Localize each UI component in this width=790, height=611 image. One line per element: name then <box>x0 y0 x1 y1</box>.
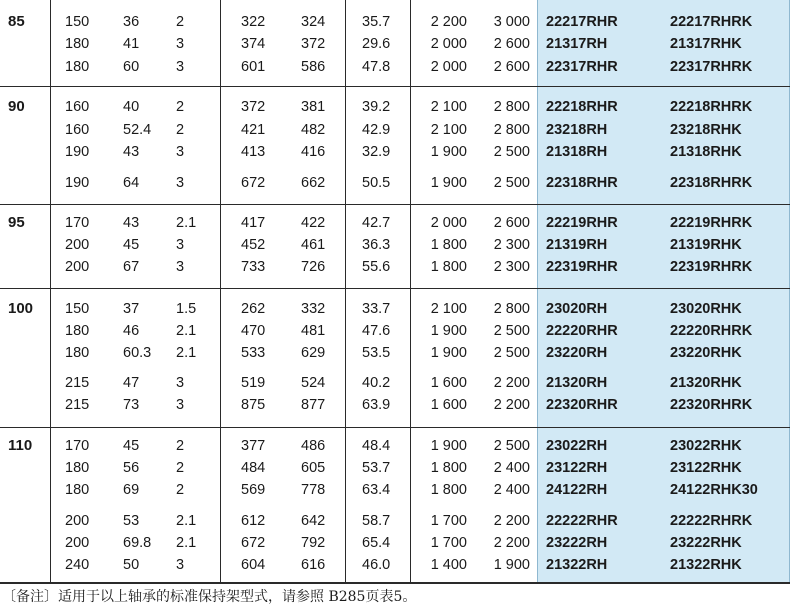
table-cell-B: 69.8 <box>123 535 152 551</box>
table-cell-taper: 21317RHK <box>670 36 742 52</box>
table-cell-taper: 22217RHRK <box>670 14 753 30</box>
table-cell-B: 36 <box>123 14 140 30</box>
table-cell-oil: 2 200 <box>493 397 530 413</box>
table-cell-r: 2 <box>176 122 185 138</box>
table-cell-D: 190 <box>65 175 90 191</box>
table-cell-D: 160 <box>65 99 90 115</box>
table-cell-grease: 1 900 <box>430 438 467 454</box>
table-cell-Cu: 39.2 <box>362 99 391 115</box>
table-cell-grease: 2 000 <box>430 59 467 75</box>
table-cell-oil: 2 500 <box>493 323 530 339</box>
table-cell-C0r: 586 <box>301 59 326 75</box>
table-cell-Cu: 47.8 <box>362 59 391 75</box>
table-cell-C0r: 662 <box>301 175 326 191</box>
designation-column-edge <box>537 288 538 427</box>
table-cell-D: 215 <box>65 375 90 391</box>
table-cell-Cu: 42.9 <box>362 122 391 138</box>
table-cell-grease: 2 100 <box>430 301 467 317</box>
table-cell-grease: 1 900 <box>430 144 467 160</box>
table-cell-Cu: 47.6 <box>362 323 391 339</box>
table-cell-cyl: 21322RH <box>546 557 608 573</box>
table-cell-grease: 2 100 <box>430 99 467 115</box>
table-cell-Cu: 36.3 <box>362 237 391 253</box>
table-cell-D: 180 <box>65 36 90 52</box>
table-cell-C0r: 372 <box>301 36 326 52</box>
table-cell-Cr: 733 <box>241 259 266 275</box>
table-cell-Cr: 322 <box>241 14 266 30</box>
table-cell-C0r: 616 <box>301 557 326 573</box>
table-cell-cyl: 22317RHR <box>546 59 618 75</box>
table-cell-Cr: 372 <box>241 99 266 115</box>
designation-column-edge <box>537 0 538 86</box>
table-cell-Cr: 262 <box>241 301 266 317</box>
table-cell-Cr: 569 <box>241 482 266 498</box>
group-divider <box>0 204 790 205</box>
table-cell-Cu: 33.7 <box>362 301 391 317</box>
table-cell-grease: 2 100 <box>430 122 467 138</box>
table-cell-taper: 22220RHRK <box>670 323 753 339</box>
table-cell-Cu: 46.0 <box>362 557 391 573</box>
table-cell-B: 52.4 <box>123 122 152 138</box>
table-cell-oil: 2 300 <box>493 237 530 253</box>
table-cell-D: 180 <box>65 323 90 339</box>
table-cell-r: 3 <box>176 237 185 253</box>
table-cell-Cr: 452 <box>241 237 266 253</box>
table-cell-Cr: 672 <box>241 175 266 191</box>
table-cell-r: 3 <box>176 36 185 52</box>
table-cell-oil: 2 400 <box>493 460 530 476</box>
table-cell-grease: 1 400 <box>430 557 467 573</box>
table-cell-C0r: 524 <box>301 375 326 391</box>
table-cell-taper: 22222RHRK <box>670 513 753 529</box>
table-cell-B: 43 <box>123 144 140 160</box>
table-cell-B: 73 <box>123 397 140 413</box>
bore-diameter: 100 <box>8 300 34 317</box>
table-cell-C0r: 416 <box>301 144 326 160</box>
table-cell-r: 2.1 <box>176 513 197 529</box>
table-cell-grease: 1 800 <box>430 259 467 275</box>
table-cell-oil: 2 200 <box>493 375 530 391</box>
table-cell-r: 2 <box>176 482 185 498</box>
table-cell-B: 53 <box>123 513 140 529</box>
table-cell-taper: 22219RHRK <box>670 215 753 231</box>
table-footnote: 〔备注〕适用于以上轴承的标准保持架型式，请参照 B285页表5。 <box>2 589 417 605</box>
table-cell-B: 47 <box>123 375 140 391</box>
bore-diameter: 90 <box>8 98 25 115</box>
table-cell-B: 41 <box>123 36 140 52</box>
table-cell-oil: 2 400 <box>493 482 530 498</box>
table-cell-D: 170 <box>65 215 90 231</box>
table-cell-taper: 23222RHK <box>670 535 742 551</box>
table-cell-taper: 23022RHK <box>670 438 742 454</box>
table-cell-D: 150 <box>65 301 90 317</box>
group-divider <box>0 86 790 87</box>
table-cell-D: 200 <box>65 259 90 275</box>
table-cell-grease: 1 900 <box>430 323 467 339</box>
table-cell-taper: 21320RHK <box>670 375 742 391</box>
designation-column-edge <box>537 427 538 582</box>
table-cell-taper: 23122RHK <box>670 460 742 476</box>
table-cell-Cr: 421 <box>241 122 266 138</box>
group-divider <box>0 288 790 289</box>
table-cell-D: 200 <box>65 513 90 529</box>
table-cell-D: 180 <box>65 59 90 75</box>
table-cell-taper: 23218RHK <box>670 122 742 138</box>
table-cell-cyl: 22220RHR <box>546 323 618 339</box>
table-cell-C0r: 629 <box>301 345 326 361</box>
table-cell-taper: 22318RHRK <box>670 175 753 191</box>
table-cell-Cu: 63.4 <box>362 482 391 498</box>
table-cell-taper: 22218RHRK <box>670 99 753 115</box>
table-cell-Cr: 533 <box>241 345 266 361</box>
table-cell-cyl: 22222RHR <box>546 513 618 529</box>
table-cell-grease: 1 900 <box>430 175 467 191</box>
table-cell-oil: 3 000 <box>493 14 530 30</box>
table-cell-C0r: 486 <box>301 438 326 454</box>
table-cell-Cr: 374 <box>241 36 266 52</box>
table-cell-D: 170 <box>65 438 90 454</box>
table-cell-Cu: 55.6 <box>362 259 391 275</box>
table-cell-C0r: 726 <box>301 259 326 275</box>
table-cell-cyl: 23218RH <box>546 122 608 138</box>
table-cell-taper: 23220RHK <box>670 345 742 361</box>
table-cell-D: 150 <box>65 14 90 30</box>
table-cell-grease: 1 700 <box>430 535 467 551</box>
table-cell-C0r: 422 <box>301 215 326 231</box>
table-cell-D: 240 <box>65 557 90 573</box>
table-cell-r: 2 <box>176 99 185 115</box>
table-cell-r: 2.1 <box>176 535 197 551</box>
table-cell-B: 60 <box>123 59 140 75</box>
table-cell-D: 190 <box>65 144 90 160</box>
table-cell-B: 64 <box>123 175 140 191</box>
table-cell-cyl: 24122RH <box>546 482 608 498</box>
table-cell-oil: 2 300 <box>493 259 530 275</box>
table-cell-B: 60.3 <box>123 345 152 361</box>
table-cell-r: 2 <box>176 14 185 30</box>
table-bottom-rule <box>0 582 790 584</box>
table-cell-Cu: 40.2 <box>362 375 391 391</box>
table-cell-oil: 2 600 <box>493 215 530 231</box>
table-cell-D: 200 <box>65 535 90 551</box>
table-cell-B: 69 <box>123 482 140 498</box>
table-cell-D: 200 <box>65 237 90 253</box>
table-cell-oil: 2 800 <box>493 122 530 138</box>
table-cell-Cu: 48.4 <box>362 438 391 454</box>
table-cell-grease: 1 600 <box>430 397 467 413</box>
table-cell-Cu: 32.9 <box>362 144 391 160</box>
table-cell-C0r: 461 <box>301 237 326 253</box>
table-cell-r: 2.1 <box>176 323 197 339</box>
table-cell-C0r: 481 <box>301 323 326 339</box>
table-cell-C0r: 792 <box>301 535 326 551</box>
table-cell-Cu: 42.7 <box>362 215 391 231</box>
table-cell-D: 180 <box>65 345 90 361</box>
table-cell-grease: 2 000 <box>430 215 467 231</box>
table-cell-cyl: 22318RHR <box>546 175 618 191</box>
bore-diameter: 110 <box>8 437 33 454</box>
table-cell-Cu: 58.7 <box>362 513 391 529</box>
table-cell-Cr: 601 <box>241 59 266 75</box>
table-cell-B: 46 <box>123 323 140 339</box>
table-cell-r: 2 <box>176 460 185 476</box>
table-cell-cyl: 22217RHR <box>546 14 618 30</box>
bore-diameter: 95 <box>8 214 25 231</box>
table-cell-cyl: 23020RH <box>546 301 608 317</box>
table-cell-Cu: 29.6 <box>362 36 391 52</box>
table-cell-Cr: 604 <box>241 557 266 573</box>
table-cell-oil: 1 900 <box>493 557 530 573</box>
table-cell-cyl: 23122RH <box>546 460 608 476</box>
table-cell-D: 160 <box>65 122 90 138</box>
group-divider <box>0 427 790 428</box>
table-cell-Cr: 519 <box>241 375 266 391</box>
table-cell-oil: 2 500 <box>493 438 530 454</box>
table-cell-taper: 21322RHK <box>670 557 742 573</box>
table-cell-Cu: 35.7 <box>362 14 391 30</box>
table-cell-r: 3 <box>176 175 185 191</box>
table-cell-cyl: 21317RH <box>546 36 608 52</box>
table-cell-oil: 2 200 <box>493 535 530 551</box>
table-cell-grease: 1 800 <box>430 482 467 498</box>
table-cell-oil: 2 600 <box>493 36 530 52</box>
table-cell-cyl: 21320RH <box>546 375 608 391</box>
column-divider <box>345 0 346 582</box>
table-cell-C0r: 324 <box>301 14 326 30</box>
table-cell-Cr: 612 <box>241 513 266 529</box>
table-cell-cyl: 22319RHR <box>546 259 618 275</box>
table-cell-C0r: 482 <box>301 122 326 138</box>
table-cell-grease: 1 800 <box>430 237 467 253</box>
table-cell-oil: 2 800 <box>493 301 530 317</box>
column-divider <box>50 0 51 582</box>
table-cell-oil: 2 500 <box>493 144 530 160</box>
table-cell-cyl: 23222RH <box>546 535 608 551</box>
table-cell-taper: 21318RHK <box>670 144 742 160</box>
table-cell-r: 1.5 <box>176 301 197 317</box>
table-cell-Cr: 377 <box>241 438 266 454</box>
table-cell-Cu: 50.5 <box>362 175 391 191</box>
table-cell-Cr: 484 <box>241 460 266 476</box>
table-cell-r: 2 <box>176 438 185 454</box>
table-cell-grease: 2 000 <box>430 36 467 52</box>
table-cell-D: 215 <box>65 397 90 413</box>
table-cell-C0r: 778 <box>301 482 326 498</box>
table-cell-oil: 2 800 <box>493 99 530 115</box>
table-cell-grease: 2 200 <box>430 14 467 30</box>
table-cell-Cr: 875 <box>241 397 266 413</box>
table-cell-D: 180 <box>65 460 90 476</box>
table-cell-taper: 21319RHK <box>670 237 742 253</box>
table-cell-grease: 1 600 <box>430 375 467 391</box>
table-cell-cyl: 21319RH <box>546 237 608 253</box>
table-cell-grease: 1 700 <box>430 513 467 529</box>
table-cell-Cr: 413 <box>241 144 266 160</box>
table-cell-cyl: 23220RH <box>546 345 608 361</box>
table-cell-oil: 2 600 <box>493 59 530 75</box>
table-cell-B: 56 <box>123 460 140 476</box>
table-cell-grease: 1 900 <box>430 345 467 361</box>
bore-diameter: 85 <box>8 13 25 30</box>
table-cell-r: 3 <box>176 557 185 573</box>
table-cell-B: 45 <box>123 438 140 454</box>
table-cell-B: 43 <box>123 215 140 231</box>
table-cell-B: 40 <box>123 99 140 115</box>
table-cell-taper: 24122RHK30 <box>670 482 758 498</box>
table-cell-C0r: 605 <box>301 460 326 476</box>
table-cell-C0r: 332 <box>301 301 326 317</box>
table-cell-cyl: 22320RHR <box>546 397 618 413</box>
table-cell-oil: 2 500 <box>493 175 530 191</box>
table-cell-r: 2.1 <box>176 215 197 231</box>
table-cell-r: 3 <box>176 59 185 75</box>
table-cell-cyl: 22218RHR <box>546 99 618 115</box>
table-cell-D: 180 <box>65 482 90 498</box>
table-cell-oil: 2 200 <box>493 513 530 529</box>
table-cell-cyl: 21318RH <box>546 144 608 160</box>
table-cell-r: 3 <box>176 144 185 160</box>
table-cell-r: 3 <box>176 259 185 275</box>
table-cell-taper: 22317RHRK <box>670 59 753 75</box>
table-cell-oil: 2 500 <box>493 345 530 361</box>
table-cell-B: 37 <box>123 301 140 317</box>
table-cell-r: 2.1 <box>176 345 197 361</box>
table-cell-taper: 22320RHRK <box>670 397 753 413</box>
table-cell-grease: 1 800 <box>430 460 467 476</box>
table-cell-cyl: 23022RH <box>546 438 608 454</box>
table-cell-C0r: 877 <box>301 397 326 413</box>
table-cell-Cu: 53.7 <box>362 460 391 476</box>
table-cell-taper: 22319RHRK <box>670 259 753 275</box>
table-cell-r: 3 <box>176 375 185 391</box>
table-cell-r: 3 <box>176 397 185 413</box>
table-cell-B: 50 <box>123 557 140 573</box>
table-cell-Cu: 65.4 <box>362 535 391 551</box>
table-cell-C0r: 381 <box>301 99 326 115</box>
table-cell-C0r: 642 <box>301 513 326 529</box>
table-cell-B: 45 <box>123 237 140 253</box>
column-divider <box>220 0 221 582</box>
designation-column-edge <box>537 204 538 288</box>
table-cell-Cu: 53.5 <box>362 345 391 361</box>
table-cell-taper: 23020RHK <box>670 301 742 317</box>
table-cell-Cr: 417 <box>241 215 266 231</box>
table-cell-Cr: 470 <box>241 323 266 339</box>
designation-column-edge <box>537 86 538 204</box>
table-cell-B: 67 <box>123 259 140 275</box>
table-cell-cyl: 22219RHR <box>546 215 618 231</box>
table-cell-Cu: 63.9 <box>362 397 391 413</box>
table-cell-Cr: 672 <box>241 535 266 551</box>
